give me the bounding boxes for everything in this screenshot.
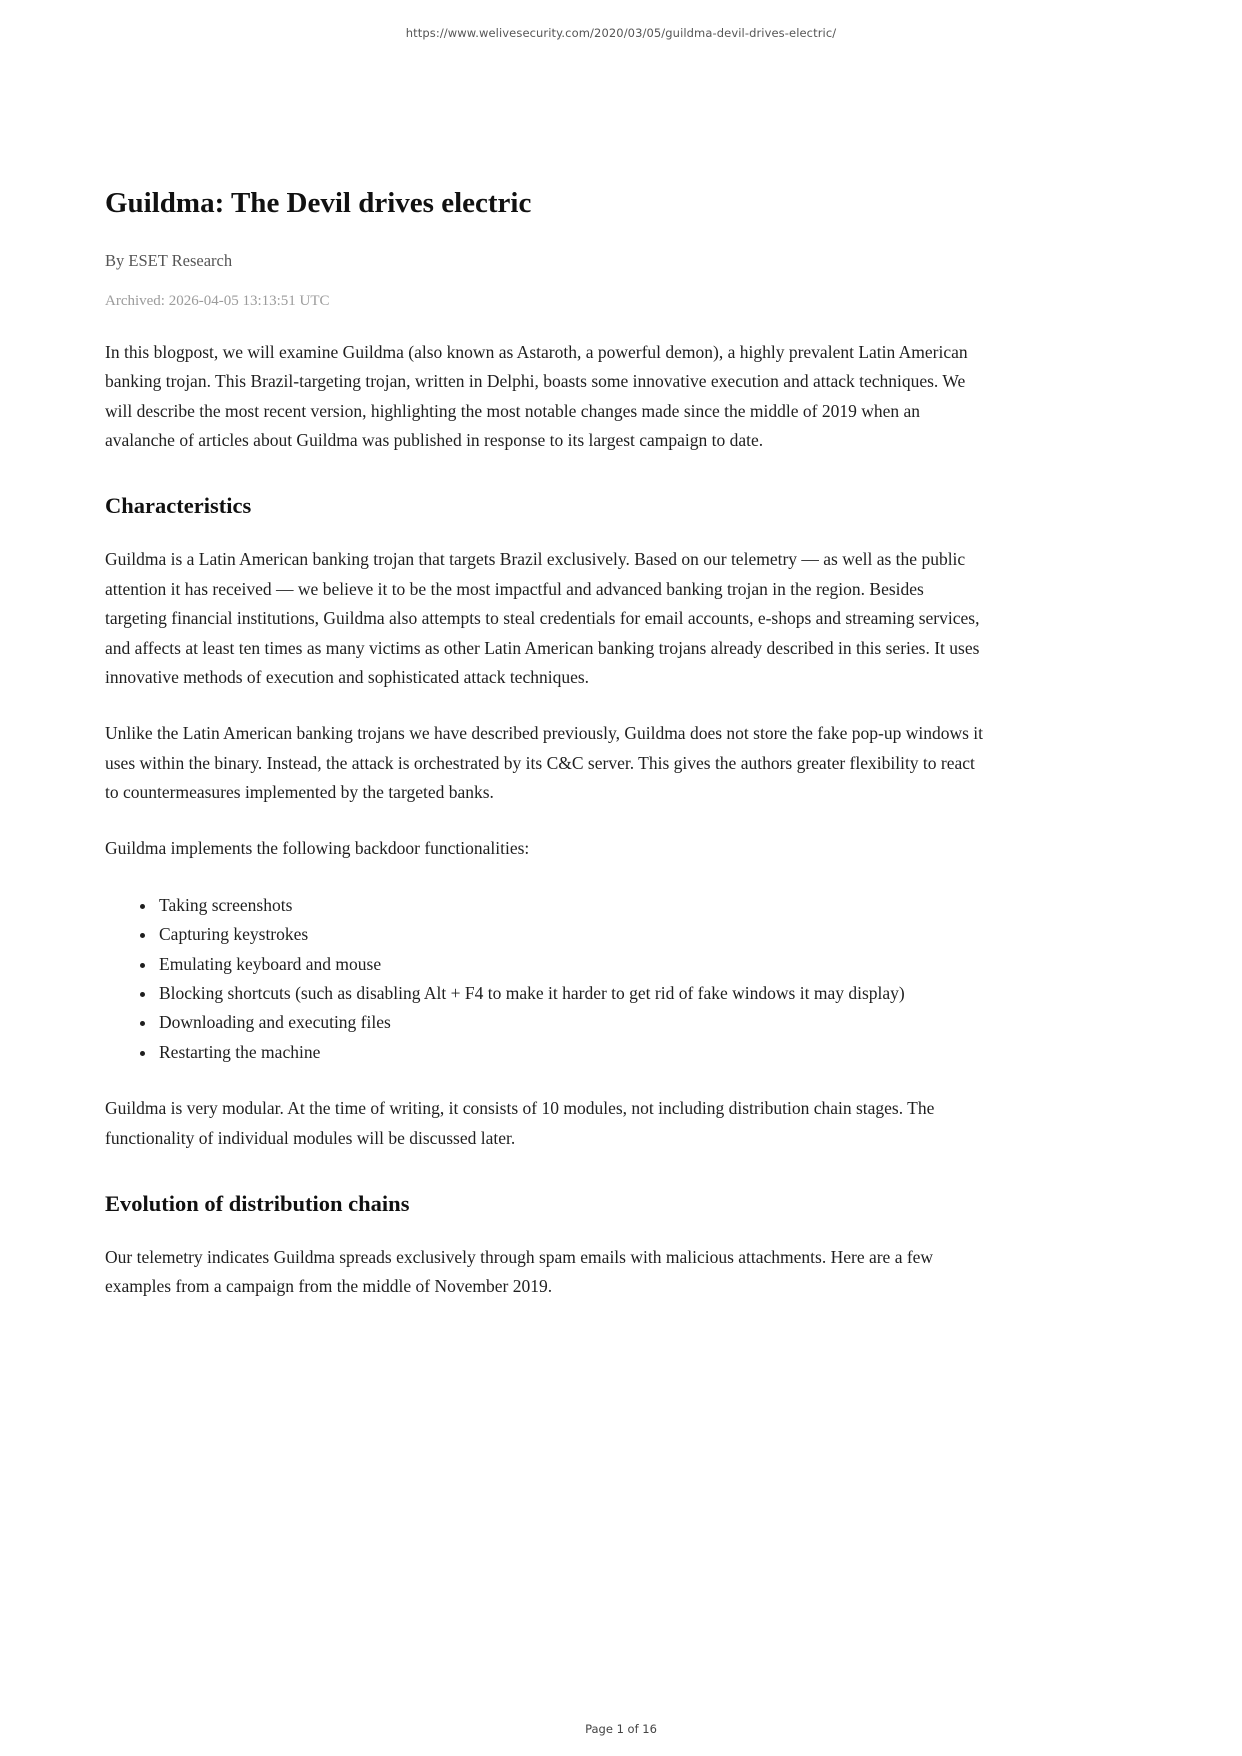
characteristics-paragraph-4: Guildma is very modular. At the time of writing, it consists of 10 modules, not including distribution chain stages. The functionality of individual modules will be discussed later. xyxy=(105,1098,935,1148)
list-item: • Emulating keyboard and mouse xyxy=(157,950,989,979)
footer-page-number: Page 1 of 16 xyxy=(585,1722,657,1736)
list-item: • Taking screenshots xyxy=(157,891,989,920)
source-url: https://www.welivesecurity.com/2020/03/05/guildma-devil-drives-electric/ xyxy=(405,26,837,40)
byline: By ESET Research xyxy=(105,250,233,270)
page-title: Guildma: The Devil drives electric xyxy=(105,187,532,219)
intro-paragraph: In this blogpost, we will examine Guildma (also known as Astaroth, a powerful demon), a highly prevalent Latin American banking trojan. This Brazil-targeting trojan, written in Delphi, boasts some innovative execution and attack techniques. We will describe the most recent version, highlighting the most notable changes made since the middle of 2019 when an avalanche of articles about Guildma was published in response to its largest campaign to date. xyxy=(105,341,968,450)
evolution-paragraph-1: Our telemetry indicates Guildma spreads exclusively through spam emails with malicious attachments. Here are a few examples from a campaign from the middle of November 2019. xyxy=(105,1247,934,1297)
backdoor-functions-list xyxy=(105,891,989,1067)
list-item: • Restarting the machine xyxy=(157,1038,989,1067)
characteristics-paragraph-1: Guildma is a Latin American banking trojan that targets Brazil exclusively. Based on our telemetry — as well as the public attention it has received — we believe it to be the most impactful and advanced banking trojan in the region. Besides targeting financial institutions, Guildma also attempts to steal credentials for email accounts, e-shops and streaming services, and affects at least ten times as many victims as other Latin American banking trojans already described in this series. It uses innovative methods of execution and sophisticated attack techniques. xyxy=(105,549,980,687)
archived-timestamp: Archived: 2026-04-05 13:13:51 UTC xyxy=(105,292,330,309)
characteristics-paragraph-3: Guildma implements the following backdoor functionalities: xyxy=(105,838,530,859)
list-item: • Capturing keystrokes xyxy=(157,920,989,949)
list-item: • Downloading and executing files xyxy=(157,1008,989,1037)
section-heading-evolution: Evolution of distribution chains xyxy=(105,1191,410,1216)
section-heading-characteristics: Characteristics xyxy=(105,493,252,519)
article xyxy=(105,186,989,1329)
characteristics-paragraph-2: Unlike the Latin American banking trojans we have described previously, Guildma does not store the fake pop-up windows it uses within the binary. Instead, the attack is orchestrated by its C&C server. This gives the authors greater flexibility to react to countermeasures implemented by the targeted banks. xyxy=(105,723,984,803)
list-item: • Blocking shortcuts (such as disabling Alt + F4 to make it harder to get rid of fake windows it may display) xyxy=(157,979,989,1008)
